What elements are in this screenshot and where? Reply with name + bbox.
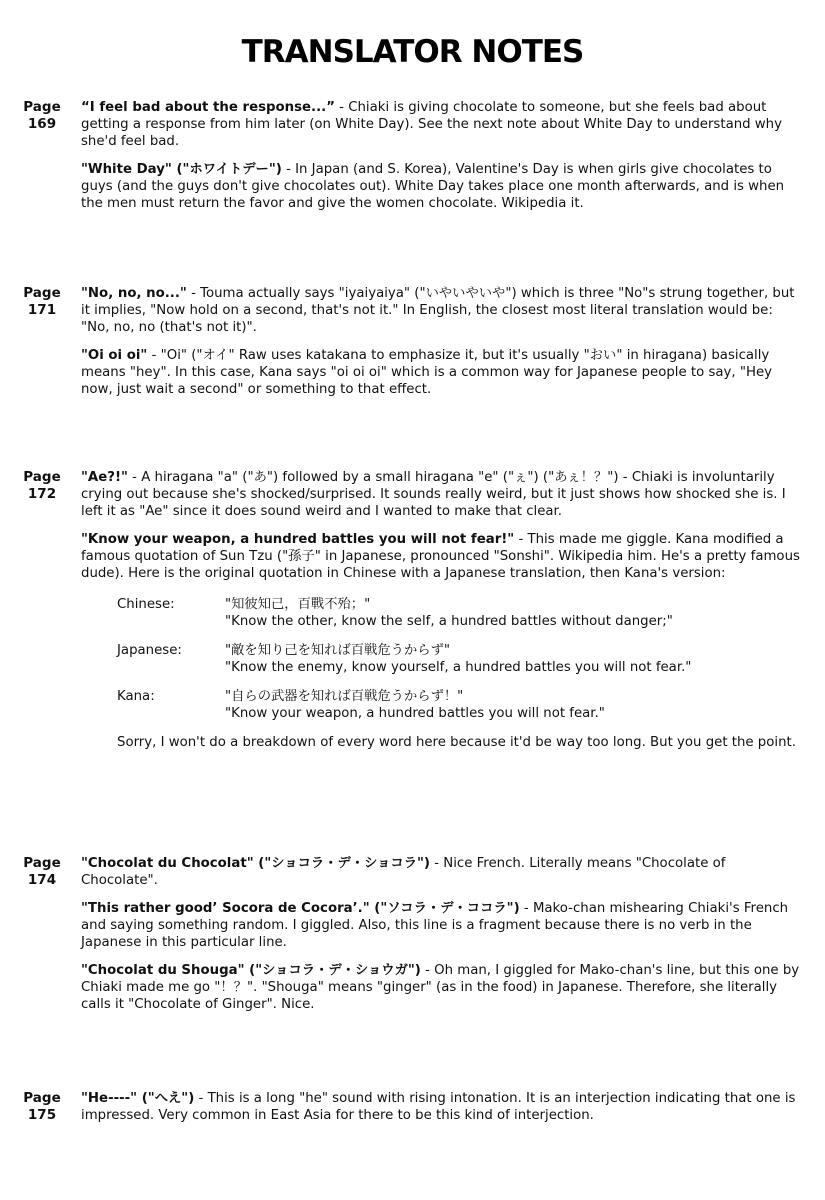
page-number: 175 xyxy=(27,1107,57,1123)
note-text: - Mako-chan mishearing Chiaki's French and saying something random. I giggled. Also, this line is a fragment because there is no verb in the Japanese in this particular line. xyxy=(81,901,789,950)
note-term: "Ae?!" xyxy=(81,470,128,485)
note-text: - A hiragana "a" ("あ") followed by a small hiragana "e" ("ぇ") ("あぇ！？") - Chiaki is involuntarily crying out because she's shocked/surprised. It sounds really weird, but it just shows how shocked she is. I left it as "Ae" since it does sound weird and I wanted to make that clear. xyxy=(81,470,786,519)
note xyxy=(81,469,805,520)
page-label: Page xyxy=(23,1090,61,1106)
page-number: 174 xyxy=(27,872,57,888)
note-text: - Nice French. Literally means "Chocolate of Chocolate". xyxy=(81,856,726,888)
note xyxy=(81,99,805,150)
quotation-text xyxy=(225,642,691,676)
page-number: 171 xyxy=(27,302,57,318)
note-term: “I feel bad about the response...” xyxy=(81,100,335,115)
notes-list xyxy=(81,285,805,409)
quotation-original: "敵を知り己を知れば百戦危うからず" xyxy=(225,643,450,658)
note xyxy=(81,531,805,582)
note-term: "No, no, no..." xyxy=(81,286,187,301)
note xyxy=(81,962,805,1013)
quotation-translation: "Know the other, know the self, a hundred battles without danger;" xyxy=(225,614,673,629)
quotation-text xyxy=(225,688,605,722)
note-term: "Oi oi oi" xyxy=(81,348,148,363)
page-label: Page xyxy=(23,285,61,301)
quotation-translation: "Know your weapon, a hundred battles you will not fear." xyxy=(225,706,605,721)
page-reference xyxy=(22,855,62,889)
note-term: "Chocolat du Shouga" ("ショコラ・デ・ショウガ") xyxy=(81,963,421,978)
note-text: - "Oi" ("オイ" Raw uses katakana to emphasize it, but it's usually "おい" in hiragana) basically means "hey". In this case, Kana says "oi oi oi" which is a common way for Japanese people to say, "Hey now, just wait a second" or something to that effect. xyxy=(81,348,773,397)
page-number: 172 xyxy=(27,486,57,502)
quotation-chinese xyxy=(81,596,805,630)
note-text: - Touma actually says "iyaiyaiya" ("いやいやいや") which is three "No"s strung together, but it implies, "Now hold on a second, that's not it." In English, the closest most literal translation would be: "No, no, no (that's not it)". xyxy=(81,286,795,335)
quotation-translation: "Know the enemy, know yourself, a hundred battles you will not fear." xyxy=(225,660,692,675)
note-term: "Chocolat du Chocolat" ("ショコラ・デ・ショコラ") xyxy=(81,856,430,871)
page-reference xyxy=(22,99,62,133)
note-text: - Chiaki is giving chocolate to someone, but she feels bad about getting a response from him later (on White Day). See the next note about White Day to understand why she'd feel bad. xyxy=(81,100,782,149)
page-title: TRANSLATOR NOTES xyxy=(241,34,584,70)
quotation-text xyxy=(225,596,673,630)
quotation-language: Kana: xyxy=(117,689,155,704)
quotation-japanese xyxy=(81,642,805,676)
page-label: Page xyxy=(23,469,61,485)
page-label: Page xyxy=(23,855,61,871)
notes-list xyxy=(81,855,805,1024)
note xyxy=(81,161,805,212)
quotation-kana xyxy=(81,688,805,722)
note xyxy=(81,855,805,889)
quotation-language: Japanese: xyxy=(117,643,182,658)
note-text: - Oh man, I giggled for Mako-chan's line, but this one by Chiaki made me go "！？". "Shouga" means "ginger" (as in the food) in Japanese. Therefore, she literally calls it "Chocolate of Ginger". Nice. xyxy=(81,963,800,1012)
note xyxy=(81,285,805,336)
note-term: "This rather good’ Socora de Cocora’." ("ソコラ・デ・ココラ") xyxy=(81,901,520,916)
note-term: "He----" ("へえ") xyxy=(81,1091,195,1106)
note xyxy=(81,900,805,951)
notes-list xyxy=(81,469,805,762)
note-term: "White Day" ("ホワイトデー") xyxy=(81,162,282,177)
note xyxy=(81,347,805,398)
quotation-original: "自らの武器を知れば百戦危うからず！" xyxy=(225,689,464,704)
notes-list xyxy=(81,1090,805,1135)
note-text: - This made me giggle. Kana modified a famous quotation of Sun Tzu ("孫子" in Japanese, pronounced "Sonshi". Wikipedia him. He's a pretty famous dude). Here is the original quotation in Chinese with a Japanese translation, then Kana's version: xyxy=(81,532,800,581)
closing-remark: Sorry, I won't do a breakdown of every word here because it'd be way too long. But you get the point. xyxy=(117,735,796,750)
page-reference xyxy=(22,285,62,319)
quotation-original: "知彼知己，百戰不殆；" xyxy=(225,597,371,612)
quotation-language: Chinese: xyxy=(117,597,175,612)
page-reference xyxy=(22,469,62,503)
note xyxy=(81,1090,805,1124)
note-text: - This is a long "he" sound with rising intonation. It is an interjection indicating that one is impressed. Very common in East Asia for there to be this kind of interjection. xyxy=(81,1091,796,1123)
page-label: Page xyxy=(23,99,61,115)
page-reference xyxy=(22,1090,62,1124)
note-text: - In Japan (and S. Korea), Valentine's Day is when girls give chocolates to guys (and the guys don't give chocolates out). White Day takes place one month afterwards, and is when the men must return the favor and give the women chocolate. Wikipedia it. xyxy=(81,162,785,211)
page-number: 169 xyxy=(27,116,57,132)
note-term: "Know your weapon, a hundred battles you will not fear!" xyxy=(81,532,515,547)
notes-list xyxy=(81,99,805,223)
